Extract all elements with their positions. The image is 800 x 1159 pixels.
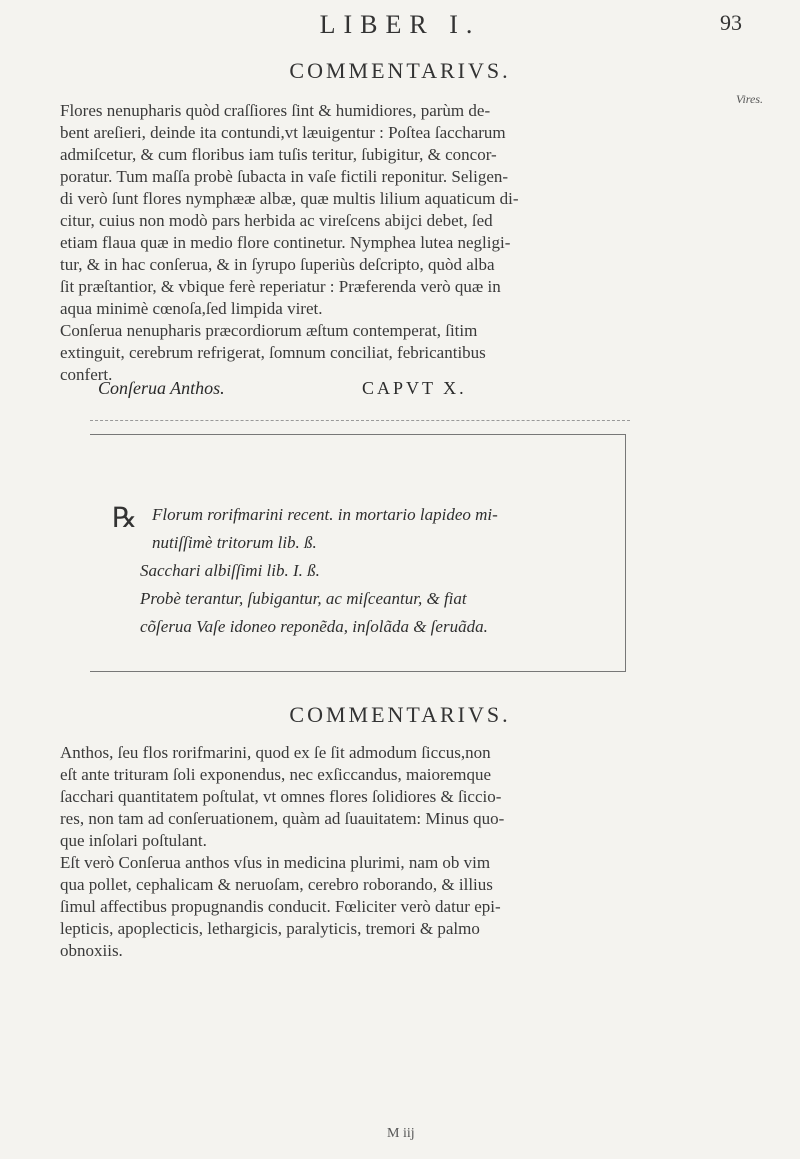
recipe-line: nutiſſimè tritorum lib. ß.	[152, 533, 317, 552]
text-line: lepticis, apoplecticis, lethargicis, paralyticis, tremori & palmo	[60, 919, 480, 938]
text-line: poratur. Tum maſſa probè ſubacta in vaſe fictili reponitur. Seligen-	[60, 167, 509, 186]
text-line: confert.	[60, 365, 113, 384]
page-number: 93	[720, 10, 742, 35]
text-line: Eſt verò Conſerua anthos vſus in medicina plurimi, nam ob vim	[60, 853, 491, 872]
subsection-title: Conſerua Anthos.	[98, 378, 225, 398]
text-line: que inſolari poſtulant.	[60, 831, 207, 850]
recipe-line: Sacchari albiſſimi lib. I. ß.	[140, 561, 320, 580]
commentary-2-text	[60, 742, 712, 962]
text-line: eſt ante trituram ſoli exponendus, nec exſiccandus, maioremque	[60, 765, 491, 784]
box-border	[625, 435, 626, 671]
recipe-line: cõſerua Vaſe idoneo reponẽda, inſolãda & ſeruãda.	[140, 617, 488, 636]
text-line: etiam flaua quæ in medio flore continetur. Nymphea lutea negligi-	[60, 233, 511, 252]
text-line: bent areſieri, deinde ita contundi,vt læuigentur : Poſtea ſaccharum	[60, 123, 506, 142]
commentary-1-text	[60, 100, 712, 386]
text-line: aqua minimè cœnoſa,ſed limpida viret.	[60, 299, 323, 318]
subsection-heading	[98, 378, 618, 404]
section-heading-2: COMMENTARIVS.	[289, 702, 511, 727]
margin-note: Vires.	[736, 92, 763, 106]
recipe-line: Florum rorifmarini recent. in mortario lapideo mi-	[152, 505, 498, 524]
text-line: extinguit, cerebrum refrigerat, ſomnum conciliat, febricantibus	[60, 343, 486, 362]
text-line: admiſcetur, & cum floribus iam tuſis teritur, ſubigitur, & concor-	[60, 145, 497, 164]
page-signature: M iij	[387, 1126, 415, 1141]
running-title: LIBER I.	[319, 10, 481, 39]
text-line: ſacchari quantitatem poſtulat, vt omnes flores ſolidiores & ſiccio-	[60, 787, 502, 806]
recipe-box	[90, 434, 626, 672]
text-line: ſit præſtantior, & vbique ferè reperiatur : Præferenda verò quæ in	[60, 277, 501, 296]
text-line: ſimul affectibus propugnandis conducit. Fœliciter verò datur epi-	[60, 897, 501, 916]
dashed-divider	[90, 420, 630, 421]
rx-symbol: ℞	[112, 503, 138, 534]
text-line: Flores nenupharis quòd craſſiores ſint & humidiores, parùm de-	[60, 101, 491, 120]
chapter-label: CAPVT X.	[362, 378, 467, 398]
section-heading-1: COMMENTARIVS.	[289, 58, 511, 83]
text-line: tur, & in hac conſerua, & in ſyrupo ſuperiùs deſcripto, quòd alba	[60, 255, 495, 274]
text-line: Conſerua nenupharis præcordiorum æſtum contemperat, ſitim	[60, 321, 478, 340]
text-line: di verò ſunt flores nymphææ albæ, quæ multis lilium aquaticum di-	[60, 189, 519, 208]
text-line: citur, cuius non modò pars herbida ac vireſcens abijci debet, ſed	[60, 211, 493, 230]
recipe-line: Probè terantur, ſubigantur, ac miſceantur, & fiat	[140, 589, 467, 608]
text-line: obnoxiis.	[60, 941, 123, 960]
text-line: qua pollet, cephalicam & neruoſam, cerebro roborando, & illius	[60, 875, 493, 894]
text-line: res, non tam ad conſeruationem, quàm ad ſuauitatem: Minus quo-	[60, 809, 505, 828]
text-line: Anthos, ſeu flos rorifmarini, quod ex ſe ſit admodum ſiccus,non	[60, 743, 491, 762]
